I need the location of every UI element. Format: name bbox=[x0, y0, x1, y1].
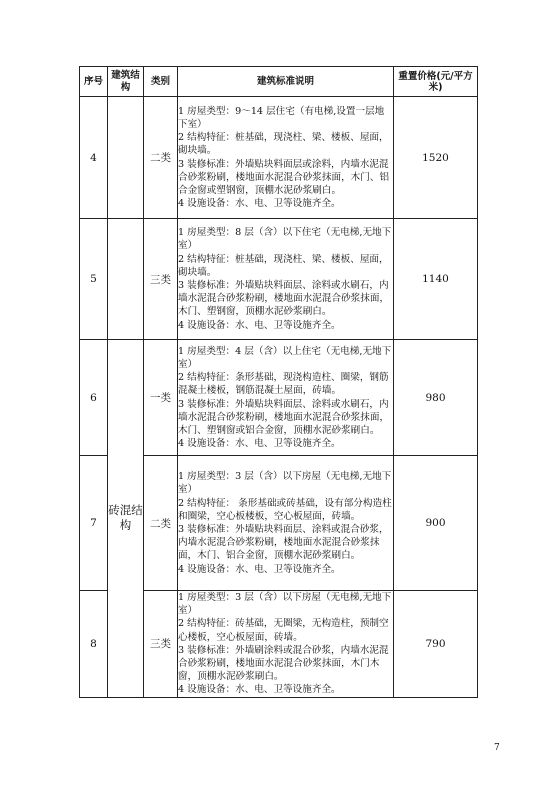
row-category: 二类 bbox=[144, 97, 178, 219]
description-line: 2 结构特征：桩基础，现浇柱、梁、楼板、屋面，砌块墙。 bbox=[178, 253, 389, 278]
description-line: 2 结构特征： 条形基础或砖基础，设有部分构造柱和圈梁，空心板楼板，空心板屋面，砖墙。 bbox=[178, 497, 392, 522]
description-line: 4 设施设备：水、电、卫等设施齐全。 bbox=[178, 438, 341, 450]
row-price: 1140 bbox=[394, 219, 478, 340]
row-price: 790 bbox=[394, 591, 478, 698]
row-price: 900 bbox=[394, 456, 478, 591]
row-description bbox=[178, 219, 394, 340]
header-structure: 建筑结构 bbox=[108, 67, 144, 97]
header-description: 建筑标准说明 bbox=[178, 67, 394, 97]
row-price: 1520 bbox=[394, 97, 478, 219]
building-standard-table bbox=[79, 66, 478, 698]
table-row bbox=[80, 219, 478, 340]
row-description bbox=[178, 456, 394, 591]
row-index: 4 bbox=[80, 97, 108, 219]
description-line: 2 结构特征：桩基础，现浇柱、梁、楼板、屋面，砌块墙。 bbox=[178, 132, 389, 157]
row-price: 980 bbox=[394, 340, 478, 456]
row-index: 5 bbox=[80, 219, 108, 340]
description-line: 3 装修标准：外墙贴块料面层、涂料或水刷石，内墙水泥混合砂浆粉刷，楼地面水泥混合砂浆抹面，木门、塑钢窗或铝合金窗，顶棚水泥砂浆刷白。 bbox=[178, 398, 390, 436]
header-index: 序号 bbox=[80, 67, 108, 97]
description-line: 3 装修标准：外墙贴块料面层、涂料或混合砂浆，内墙水泥混合砂浆粉刷，楼地面水泥混合砂浆抹面，木门、铝合金窗，顶棚水泥砂浆刷白。 bbox=[178, 524, 389, 562]
row-index: 6 bbox=[80, 340, 108, 456]
row-category: 二类 bbox=[144, 456, 178, 591]
row-category: 一类 bbox=[144, 340, 178, 456]
header-row bbox=[80, 67, 478, 97]
description-line: 1 房屋类型：8 层（含）以下住宅（无电梯,无地下室） bbox=[178, 227, 392, 252]
row-index: 7 bbox=[80, 456, 108, 591]
row-structure bbox=[108, 219, 144, 340]
header-category: 类别 bbox=[144, 67, 178, 97]
description-line: 2 结构特征：条形基础，现浇构造柱、圈梁，钢筋混凝土楼板，钢筋混凝土屋面，砖墙。 bbox=[178, 372, 389, 397]
row-structure: 砖混结构 bbox=[108, 340, 144, 698]
row-structure bbox=[108, 97, 144, 219]
table-row bbox=[80, 97, 478, 219]
description-line: 4 设施设备：水、电、卫等设施齐全。 bbox=[178, 563, 341, 575]
description-line: 1 房屋类型：4 层（含）以上住宅（无电梯,无地下室） bbox=[178, 345, 392, 370]
page-number: 7 bbox=[494, 743, 500, 753]
row-description bbox=[178, 591, 394, 698]
description-line: 4 设施设备：水、电、卫等设施齐全。 bbox=[178, 684, 341, 696]
description-line: 1 房屋类型：3 层（含）以下房屋（无电梯,无地下室） bbox=[178, 471, 392, 496]
header-price: 重置价格(元/平方米) bbox=[394, 67, 478, 97]
row-index: 8 bbox=[80, 591, 108, 698]
description-line: 1 房屋类型：3 层（含）以下房屋（无电梯,无地下室） bbox=[178, 592, 392, 617]
description-line: 2 结构特征：砖基础，无圈梁，无构造柱，预制空心楼板，空心板屋面，砖墙。 bbox=[178, 618, 389, 643]
description-line: 4 设施设备：水、电、卫等设施齐全。 bbox=[178, 198, 341, 210]
row-description bbox=[178, 97, 394, 219]
table-row bbox=[80, 340, 478, 456]
description-line: 4 设施设备：水、电、卫等设施齐全。 bbox=[178, 319, 341, 331]
row-category: 三类 bbox=[144, 219, 178, 340]
description-line: 1 房屋类型：9～14 层住宅（有电梯,设置一层地下室） bbox=[178, 105, 385, 130]
row-category: 三类 bbox=[144, 591, 178, 698]
description-line: 3 装修标准：外墙贴块料面层或涂料，内墙水泥混合砂浆粉刷，楼地面水泥混合砂浆抹面，木门、铝合金窗或塑钢窗，顶棚水泥砂浆刷白。 bbox=[178, 158, 390, 196]
description-line: 3 装修标准：外墙刷涂料或混合砂浆，内墙水泥混合砂浆粉刷，楼地面水泥混合砂浆抹面，木门木窗，顶棚水泥砂浆刷白。 bbox=[178, 644, 389, 683]
row-description bbox=[178, 340, 394, 456]
description-line: 3 装修标准：外墙贴块料面层、涂料或水刷石，内墙水泥混合砂浆粉刷，楼地面水泥混合砂浆抹面，木门、塑钢窗，顶棚水泥砂浆刷白。 bbox=[178, 280, 390, 318]
